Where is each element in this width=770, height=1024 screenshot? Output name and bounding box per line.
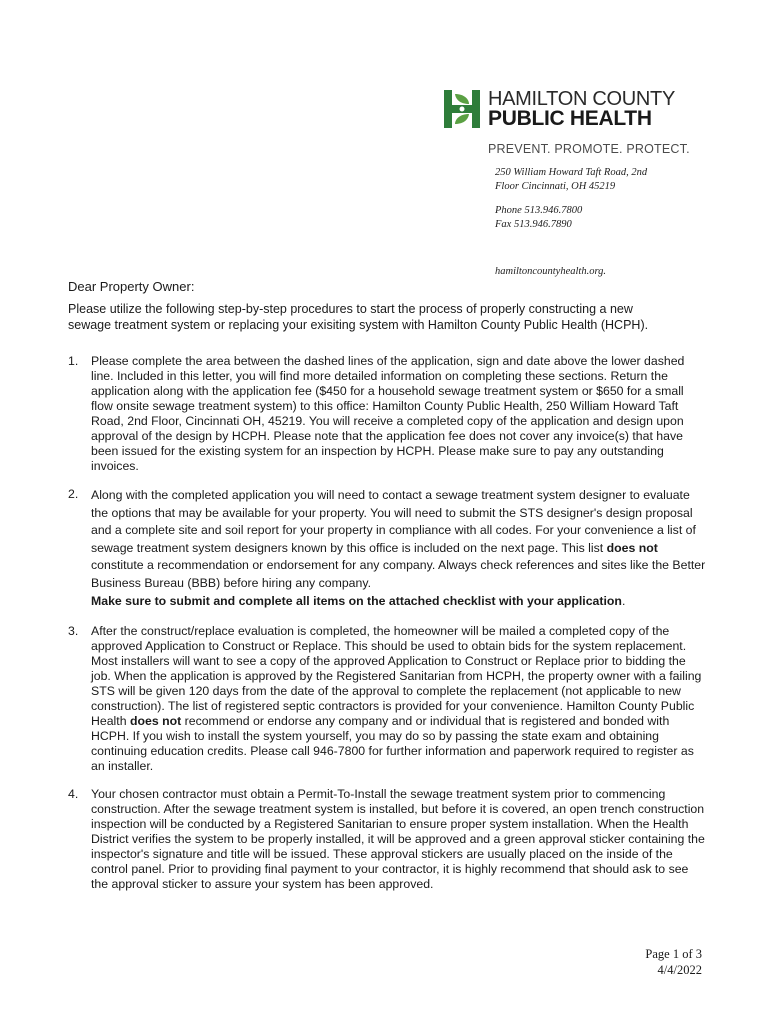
step-number: 4. (68, 787, 79, 801)
hcph-leaf-logo-icon (444, 90, 480, 128)
step-text: After the construct/replace evaluation is completed, the homeowner will be mailed a completed copy of the approved Application to Construct or Replace. This should be used to obtain bids for the system replacement. Most installers will want to see a copy of the approved Application to Construct or Replace prior to bidding the job. When the application is approved by the Registered Sanitarian from HCPH, the property owner with a failing STS will be given 120 days from the date of the approval to complete the replacement (not applicable to new construction). The list of registered septic contractors is provided for your convenience. Hamilton County Public Health does not recommend or endorse any company and or individual that is registered and bonded with HCPH. If you wish to install the system yourself, you may do so by passing the state exam and obtaining continuing education credits. Please call 946-7800 for further information and paperwork required to register as an installer. (91, 624, 702, 773)
page-number: Page 1 of 3 (645, 947, 702, 961)
org-name-line2: PUBLIC HEALTH (488, 107, 652, 130)
page-footer (645, 946, 702, 978)
step-item (68, 624, 708, 774)
fax-number: Fax 513.946.7890 (495, 219, 572, 230)
step-text: Your chosen contractor must obtain a Permit-To-Install the sewage treatment system prior to commencing construction. After the sewage treatment system is installed, but before it is covered, an open trench construction inspection will be conducted by a Registered Sanitarian to ensure proper system installation. When the Health District verifies the system to be properly installed, it will be approved and a green approval sticker containing the inspector's signature and title will be issued. These approval stickers are usually placed on the inside of the control panel. Prior to providing final payment to your contractor, it is highly recommend that should ask to see the approval sticker to assure your system has been approved. (91, 787, 705, 891)
emphasis-does-not: does not (129, 714, 182, 728)
website: hamiltoncountyhealth.org. (495, 266, 607, 277)
tagline: PREVENT. PROMOTE. PROTECT. (488, 142, 690, 156)
checklist-reminder: Make sure to submit and complete all items on the attached checklist with your application (91, 593, 622, 608)
step-item (68, 354, 708, 474)
emphasis-does-not: does not (606, 540, 658, 555)
step-item (68, 487, 708, 610)
address-line2: Floor Cincinnati, OH 45219 (495, 181, 616, 192)
phone-number: Phone 513.946.7800 (495, 205, 583, 216)
document-date: 4/4/2022 (657, 963, 702, 977)
step-number: 3. (68, 624, 79, 638)
step-number: 2. (68, 487, 79, 501)
step-number: 1. (68, 354, 79, 368)
step-item (68, 787, 708, 892)
org-name-line1: HAMILTON COUNTY (488, 88, 675, 110)
step-text: Please complete the area between the dashed lines of the application, sign and date above the lower dashed line. Included in this letter, you will find more detailed information on completing these sections. Return the application along with the application fee ($450 for a household sewage treatment system or $650 for a small flow onsite sewage treatment system) to this office: Hamilton County Public Health, 250 William Howard Taft Road, 2nd Floor, Cincinnati OH, 45219. You will receive a completed copy of the application and design upon approval of the design by HCPH. Please note that the application fee does not cover any invoice(s) that have been issued for the existing system for an inspection by HCPH. Please make sure to pay any outstanding invoices. (91, 354, 685, 473)
step-text: Along with the completed application you will need to contact a sewage treatment system designer to evaluate the options that may be available for your property. You will need to submit the STS designer's design proposal and a complete site and soil report for your property in compliance with all codes. For your convenience a list of sewage treatment system designers known by this office is included on the next page. This list does not constitute a recommendation or endorsement for any company. Always check references and sites like the Better Business Bureau (BBB) before hiring any company. Make sure to submit and complete all items on the attached checklist with your application. (91, 488, 706, 608)
hcph-logo (444, 88, 684, 148)
address-line1: 250 William Howard Taft Road, 2nd (495, 167, 648, 178)
intro-paragraph: Please utilize the following step-by-step procedures to start the process of properly constructing a new sewage treatment system or replacing your exisiting system with Hamilton County Public Health (HCPH). (68, 302, 649, 332)
greeting: Dear Property Owner: (68, 279, 195, 294)
